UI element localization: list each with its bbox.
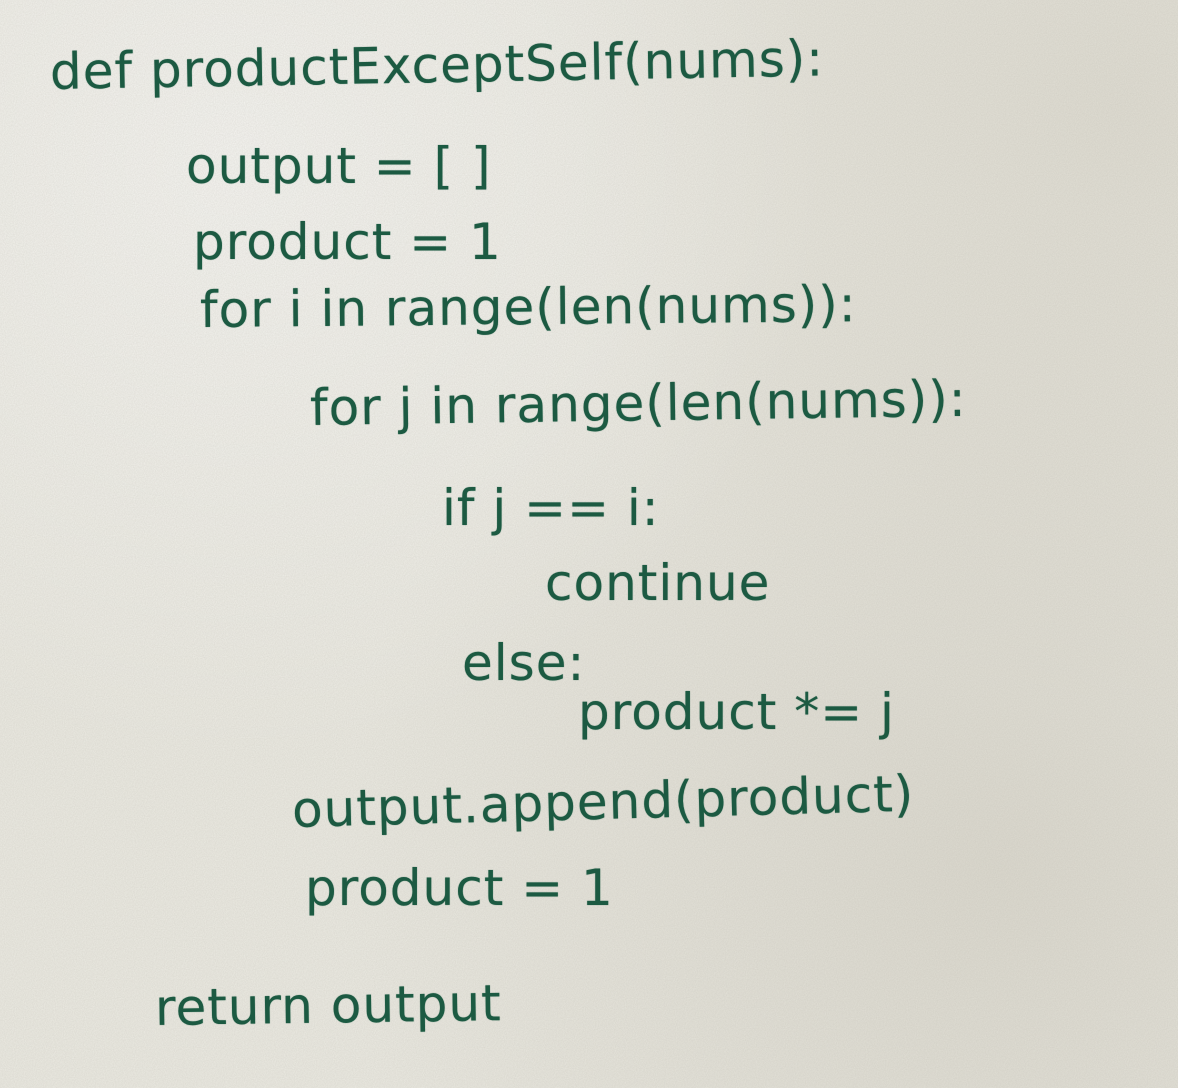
code-line-product-init: product = 1 (193, 213, 502, 271)
code-line-product-reset: product = 1 (305, 859, 614, 917)
code-line-return: return output (154, 974, 503, 1037)
code-line-output-init: output = [ ] (186, 137, 492, 195)
code-line-inner-loop: for j in range(len(nums)): (309, 369, 967, 437)
code-line-product-multiply: product *= j (578, 683, 895, 741)
code-line-else: else: (462, 634, 586, 692)
code-line-continue: continue (545, 554, 771, 612)
code-line-function-def: def productExceptSelf(nums): (49, 29, 825, 101)
code-line-if-condition: if j == i: (442, 479, 660, 537)
code-line-output-append: output.append(product) (291, 764, 915, 839)
code-line-outer-loop: for i in range(len(nums)): (199, 275, 857, 339)
